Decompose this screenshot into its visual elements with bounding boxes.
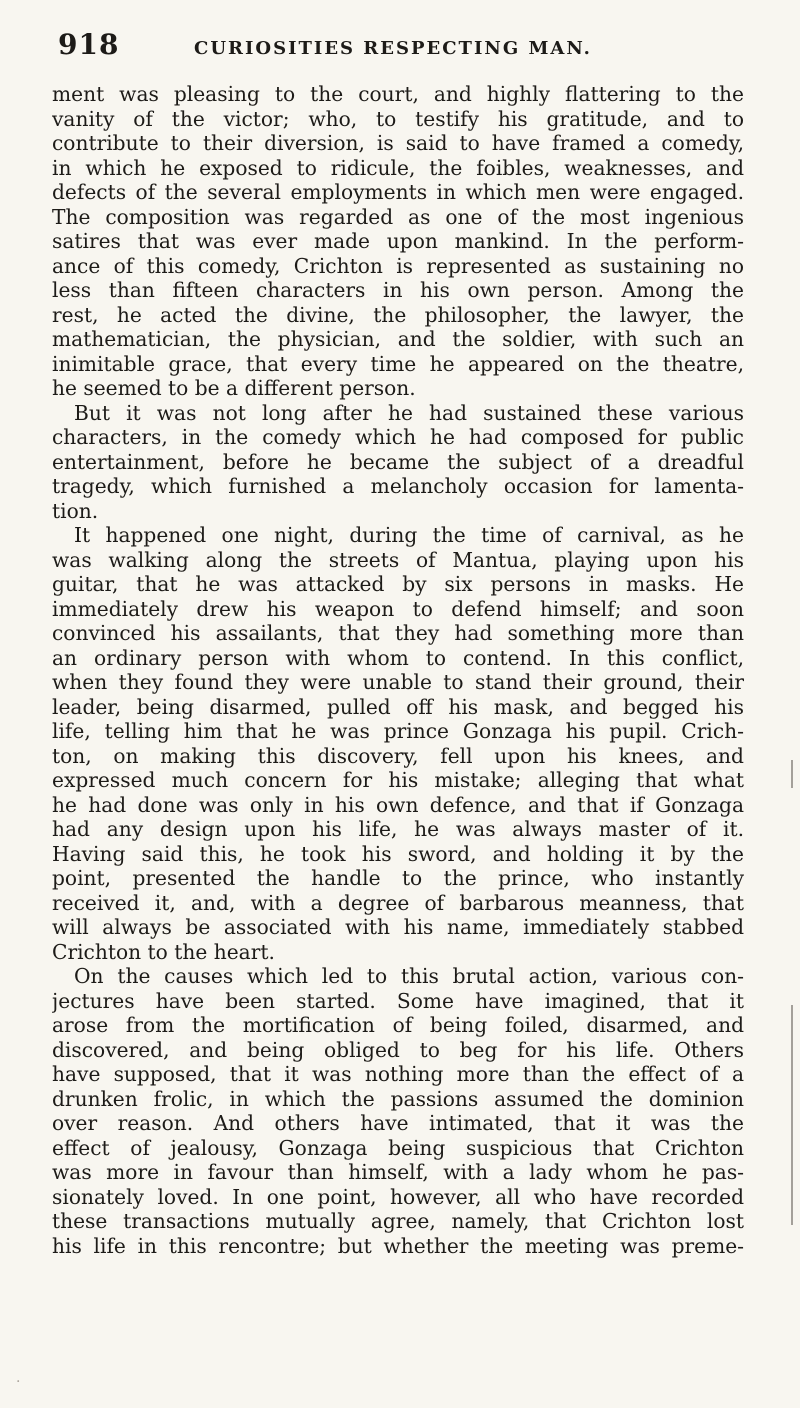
text-line: satires that was ever made upon mankind. In the perform- bbox=[52, 229, 744, 253]
text-line: point, presented the handle to the prince, who instantly bbox=[52, 866, 744, 890]
text-line: guitar, that he was attacked by six persons in masks. He bbox=[52, 572, 744, 596]
text-line: characters, in the comedy which he had composed for public bbox=[52, 425, 744, 449]
text-line: defects of the several employments in which men were engaged. bbox=[52, 180, 744, 204]
text-line: rest, he acted the divine, the philosopher, the lawyer, the bbox=[52, 302, 744, 327]
page-edge-mark bbox=[791, 1005, 793, 1225]
text-line: will always be associated with his name, immediately stabbed bbox=[52, 915, 744, 939]
text-line: was more in favour than himself, with a lady whom he pas- bbox=[52, 1160, 744, 1184]
text-line: he had done was only in his own defence, and that if Gonzaga bbox=[52, 792, 744, 817]
text-line: jectures have been started. Some have imagined, that it bbox=[52, 988, 744, 1013]
text-line: On the causes which led to this brutal action, various con- bbox=[74, 964, 744, 988]
text-line: ance of this comedy, Crichton is represented as sustaining no bbox=[52, 253, 744, 278]
text-line: discovered, and being obliged to beg for his life. Others bbox=[52, 1037, 744, 1062]
text-line: less than fifteen characters in his own person. Among the bbox=[52, 278, 744, 302]
text-line: convinced his assailants, that they had something more than bbox=[52, 621, 744, 645]
text-line: expressed much concern for his mistake; alleging that what bbox=[52, 768, 744, 792]
text-line: tion. bbox=[52, 498, 99, 523]
text-line: vanity of the victor; who, to testify his gratitude, and to bbox=[52, 106, 744, 131]
text-line: received it, and, with a degree of barbarous meanness, that bbox=[52, 890, 744, 915]
text-line: mathematician, the physician, and the soldier, with such an bbox=[52, 327, 744, 351]
text-line: ment was pleasing to the court, and highly flattering to the bbox=[52, 82, 744, 106]
text-line: contribute to their diversion, is said to have framed a comedy, bbox=[52, 131, 744, 155]
text-line: was walking along the streets of Mantua, playing upon his bbox=[52, 547, 744, 572]
running-title: CURIOSITIES RESPECTING MAN. bbox=[194, 38, 592, 59]
text-line: Having said this, he took his sword, and holding it by the bbox=[52, 841, 744, 866]
text-line: leader, being disarmed, pulled off his mask, and begged his bbox=[52, 694, 744, 719]
text-line: immediately drew his weapon to defend himself; and soon bbox=[52, 596, 744, 621]
text-line: But it was not long after he had sustained these various bbox=[74, 400, 744, 425]
text-line: over reason. And others have intimated, that it was the bbox=[52, 1111, 744, 1135]
text-line: these transactions mutually agree, namely, that Crichton lost bbox=[52, 1209, 744, 1233]
text-line: drunken frolic, in which the passions assumed the dominion bbox=[52, 1086, 744, 1111]
text-line: effect of jealousy, Gonzaga being suspicious that Crichton bbox=[52, 1135, 744, 1160]
text-line: had any design upon his life, he was always master of it. bbox=[52, 817, 744, 841]
text-line: in which he exposed to ridicule, the foibles, weaknesses, and bbox=[52, 155, 744, 180]
text-line: his life in this rencontre; but whether the meeting was preme- bbox=[52, 1233, 744, 1258]
text-line: It happened one night, during the time of carnival, as he bbox=[74, 523, 744, 547]
text-line: The composition was regarded as one of the most ingenious bbox=[52, 204, 744, 229]
text-line: when they found they were unable to stand their ground, their bbox=[52, 670, 744, 694]
paper-speck: · bbox=[16, 1374, 21, 1390]
text-line: tragedy, which furnished a melancholy occasion for lamenta- bbox=[52, 474, 744, 498]
text-line: entertainment, before he became the subject of a dreadful bbox=[52, 449, 744, 474]
page-edge-mark bbox=[791, 760, 793, 788]
text-line: arose from the mortification of being foiled, disarmed, and bbox=[52, 1013, 744, 1037]
body-text bbox=[52, 82, 744, 1258]
text-line: he seemed to be a different person. bbox=[52, 376, 416, 400]
text-line: have supposed, that it was nothing more than the effect of a bbox=[52, 1062, 744, 1086]
text-line: Crichton to the heart. bbox=[52, 939, 275, 964]
page-number: 918 bbox=[58, 28, 120, 61]
text-line: sionately loved. In one point, however, all who have recorded bbox=[52, 1184, 744, 1209]
text-line: ton, on making this discovery, fell upon his knees, and bbox=[52, 743, 744, 768]
text-line: inimitable grace, that every time he appeared on the theatre, bbox=[52, 351, 744, 376]
text-line: an ordinary person with whom to contend. In this conflict, bbox=[52, 645, 744, 670]
page-header bbox=[58, 28, 760, 82]
text-line: life, telling him that he was prince Gonzaga his pupil. Crich- bbox=[52, 719, 744, 743]
